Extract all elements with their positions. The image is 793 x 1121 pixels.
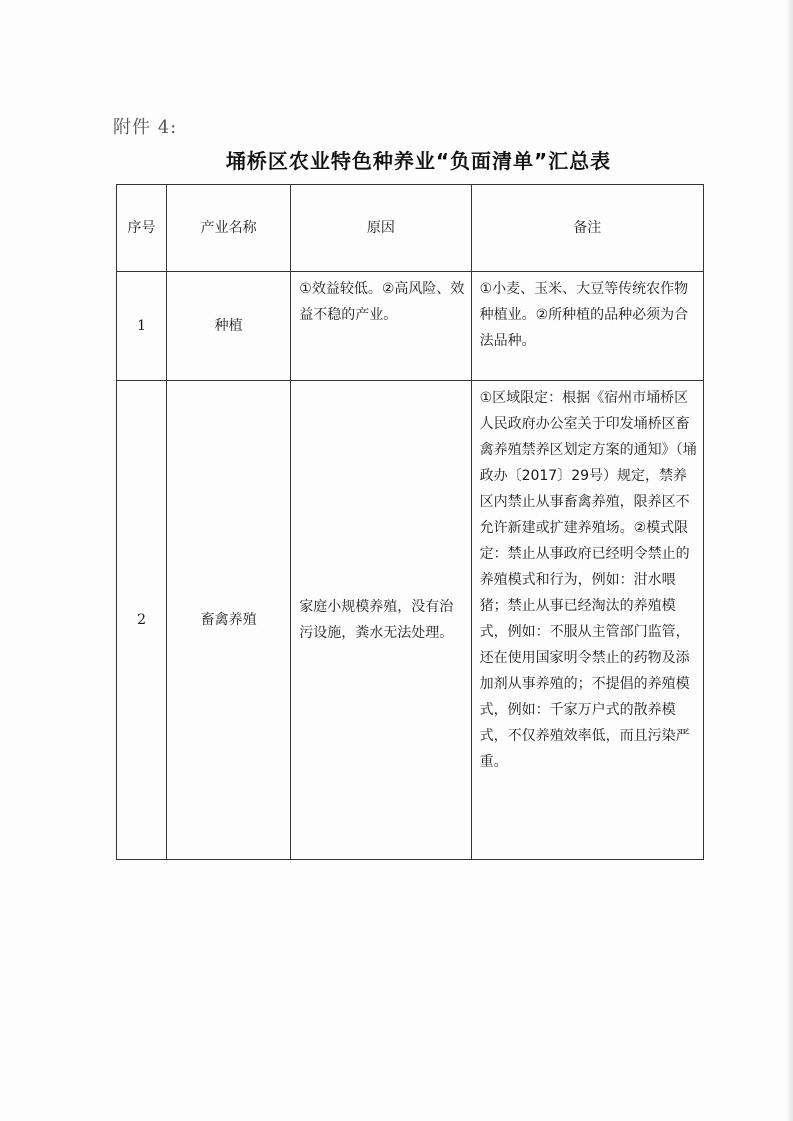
attachment-label: 附件 4: (113, 117, 178, 138)
row-remarks-text: ①小麦、玉米、大豆等传统农作物种植业。②所种植的品种必须为合法品种。 (479, 281, 689, 349)
row-serial-number: 1 (117, 272, 167, 381)
row-industry-name: 种植 (167, 272, 291, 381)
row-remarks (471, 381, 703, 860)
row-serial-number: 2 (117, 381, 167, 860)
table-row (117, 272, 704, 381)
header-serial-number: 序号 (117, 185, 167, 272)
header-reason: 原因 (291, 185, 471, 272)
header-industry-name: 产业名称 (167, 185, 291, 272)
table-header-row (117, 185, 704, 272)
row-reason-text: 家庭小规模养殖，没有治污设施，粪水无法处理。 (299, 599, 454, 641)
document-title: 埇桥区农业特色种养业“负面清单”汇总表 (225, 149, 612, 173)
negative-list-table (116, 184, 704, 860)
header-remarks: 备注 (471, 185, 703, 272)
row-remarks-text: ①区域限定：根据《宿州市埇桥区人民政府办公室关于印发埇桥区畜禽养殖禁养区划定方案的通知》（埇政办〔2017〕29号）规定，禁养区内禁止从事畜禽养殖，限养区不允许新建或扩建养殖场。②模式限定：禁止从事政府已经明令禁止的养殖模式和行为，例如：泔水喂猪；禁止从事已经淘汰的养殖模式，例如：不服从主管部门监管，还在使用国家明令禁止的药物及添加剂从事养殖的；不提倡的养殖模式，例如：千家万户式的散养模式，不仅养殖效率低，而且污染严重。 (479, 390, 697, 770)
row-remarks (471, 272, 703, 381)
row-industry-name: 畜禽养殖 (167, 381, 291, 860)
row-reason (291, 272, 471, 381)
row-reason (291, 381, 471, 860)
table-row (117, 381, 704, 860)
row-reason-text: ①效益较低。②高风险、效益不稳的产业。 (299, 281, 465, 323)
